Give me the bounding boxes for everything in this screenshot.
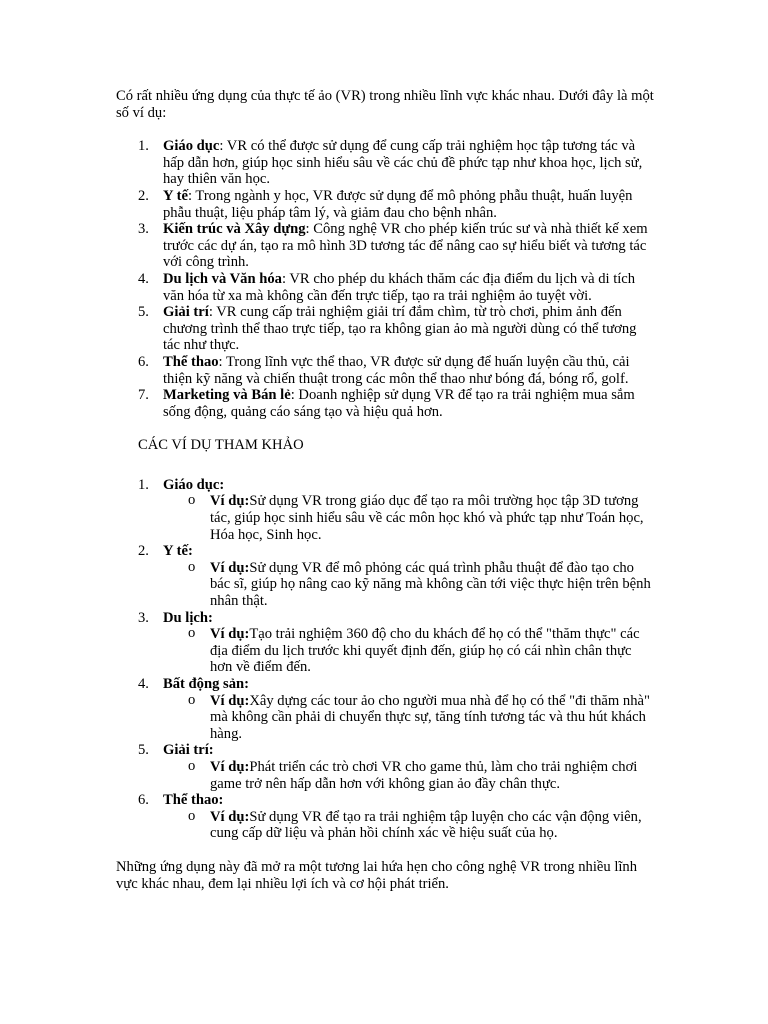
item-number: 1.: [138, 476, 149, 493]
item-number: 2.: [138, 543, 149, 560]
item-title: Thể thao:: [163, 792, 224, 809]
item-number: 1.: [138, 138, 149, 155]
item-text: : Trong lĩnh vực thể thao, VR được sử dụng để huấn luyện cầu thủ, cải thiện kỹ năng và chiến thuật trong các môn thể thao như bóng đá, bóng rổ, golf.: [163, 353, 630, 387]
item-text: : VR có thể được sử dụng để cung cấp trải nghiệm học tập tương tác và hấp dẫn hơn, giúp học sinh hiểu sâu về các chủ đề phức tạp như khoa học, lịch sử, hay thiên văn học.: [163, 138, 643, 188]
bullet-marker: o: [188, 757, 196, 774]
example-item: [163, 493, 656, 543]
item-title: Kiến trúc và Xây dựng: [163, 221, 306, 238]
example-list: [163, 626, 656, 676]
example-list: [163, 493, 656, 543]
example-text: Sử dụng VR trong giáo dục để tạo ra môi trường học tập 3D tương tác, giúp học sinh hiểu sâu về các môn học khó và phức tạp như Toán học, Hóa học, Sinh học.: [210, 493, 644, 543]
bullet-marker: o: [188, 691, 196, 708]
example-label: Ví dụ:: [210, 808, 250, 825]
reference-item: [116, 543, 656, 609]
application-item: [116, 354, 656, 387]
application-item: [116, 138, 656, 188]
intro-paragraph: Có rất nhiều ứng dụng của thực tế ảo (VR) trong nhiều lĩnh vực khác nhau. Dưới đây là một số ví dụ:: [116, 88, 654, 121]
item-text: : Doanh nghiệp sử dụng VR để tạo ra trải nghiệm mua sắm sống động, quảng cáo sáng tạo và hiệu quả hơn.: [163, 387, 635, 420]
example-list: [163, 809, 656, 842]
item-title: Giáo dục: [163, 138, 220, 155]
example-list: [163, 693, 656, 743]
conclusion-paragraph: Những ứng dụng này đã mở ra một tương lai hứa hẹn cho công nghệ VR trong nhiều lĩnh vực khác nhau, đem lại nhiều lợi ích và cơ hội phát triển.: [116, 858, 638, 892]
item-number: 5.: [138, 742, 149, 759]
example-list: [163, 759, 656, 792]
example-item: [163, 560, 656, 610]
item-number: 7.: [138, 387, 149, 404]
application-item: [116, 304, 656, 354]
item-text: : VR cho phép du khách thăm các địa điểm du lịch và di tích văn hóa từ xa mà không cần đến trực tiếp, tạo ra trải nghiệm ảo tuyệt vời.: [163, 270, 636, 304]
item-title: Du lịch:: [163, 609, 213, 626]
item-title: Du lịch và Văn hóa: [163, 270, 282, 287]
application-item: [116, 188, 656, 221]
bullet-marker: o: [188, 492, 196, 509]
item-number: 6.: [138, 792, 149, 809]
item-number: 3.: [138, 609, 149, 626]
applications-list: [116, 138, 656, 420]
example-item: [163, 626, 656, 676]
item-title: Marketing và Bán lẻ: [163, 387, 291, 404]
example-text: Sử dụng VR để mô phỏng các quá trình phẫu thuật để đào tạo cho bác sĩ, giúp họ nâng cao kỹ năng mà không cần tới việc thực hiện trên bệnh nhân thật.: [210, 559, 651, 610]
example-item: [163, 759, 656, 792]
item-number: 2.: [138, 187, 149, 204]
item-text: : Trong ngành y học, VR được sử dụng để mô phỏng phẫu thuật, huấn luyện phẫu thuật, liệu pháp tâm lý, và giảm đau cho bệnh nhân.: [163, 187, 633, 221]
item-number: 5.: [138, 304, 149, 321]
item-title: Thể thao: [163, 353, 219, 370]
document-page: [116, 88, 656, 892]
application-item: [116, 387, 656, 420]
example-label: Ví dụ:: [210, 626, 250, 643]
example-text: Sử dụng VR để tạo ra trải nghiệm tập luyện cho các vận động viên, cung cấp dữ liệu và phản hồi chính xác về hiệu suất của họ.: [210, 808, 642, 842]
reference-item: [116, 676, 656, 742]
references-list: [116, 477, 656, 842]
item-title: Y tế:: [163, 543, 193, 560]
example-label: Ví dụ:: [210, 559, 250, 576]
item-title: Giáo dục:: [163, 476, 225, 493]
item-text: : Công nghệ VR cho phép kiến trúc sư và nhà thiết kế xem trước các dự án, tạo ra mô hình 3D tương tác để nâng cao sự hiểu biết và tương tác với công trình.: [163, 221, 648, 271]
example-list: [163, 560, 656, 610]
example-item: [163, 693, 656, 743]
reference-item: [116, 742, 656, 792]
item-title: Giải trí:: [163, 742, 214, 759]
item-number: 4.: [138, 676, 149, 692]
item-title: Y tế: [163, 187, 188, 204]
reference-item: [116, 792, 656, 842]
example-item: [163, 809, 656, 842]
example-label: Ví dụ:: [210, 692, 250, 709]
application-item: [116, 221, 656, 271]
example-text: Xây dựng các tour ảo cho người mua nhà để họ có thể "đi thăm nhà" mà không cần phải di chuyển thực sự, tăng tính tương tác và thu hút khách hàng.: [210, 692, 650, 742]
references-heading: CÁC VÍ DỤ THAM KHẢO: [138, 437, 304, 454]
application-item: [116, 271, 656, 304]
item-title: Giải trí: [163, 304, 209, 321]
example-text: Phát triển các trò chơi VR cho game thủ, làm cho trải nghiệm chơi game trở nên hấp dẫn hơn với không gian ảo đầy chân thực.: [210, 758, 638, 792]
item-title: Bất động sản:: [163, 676, 249, 692]
example-label: Ví dụ:: [210, 758, 250, 775]
reference-item: [116, 477, 656, 543]
example-label: Ví dụ:: [210, 493, 250, 510]
example-text: Tạo trải nghiệm 360 độ cho du khách để họ có thể "thăm thực" các địa điểm du lịch trước khi quyết định đến, giúp họ có cái nhìn chân thực hơn về điểm đến.: [210, 626, 640, 676]
reference-item: [116, 610, 656, 676]
bullet-marker: o: [188, 558, 196, 575]
item-number: 3.: [138, 221, 149, 238]
bullet-marker: o: [188, 807, 196, 824]
item-number: 4.: [138, 270, 149, 287]
item-text: : VR cung cấp trải nghiệm giải trí đắm chìm, từ trò chơi, phim ảnh đến chương trình thể thao trực tiếp, tạo ra không gian ảo mà người dùng có thể tương tác như thực.: [163, 304, 637, 354]
bullet-marker: o: [188, 625, 196, 642]
item-number: 6.: [138, 353, 149, 370]
